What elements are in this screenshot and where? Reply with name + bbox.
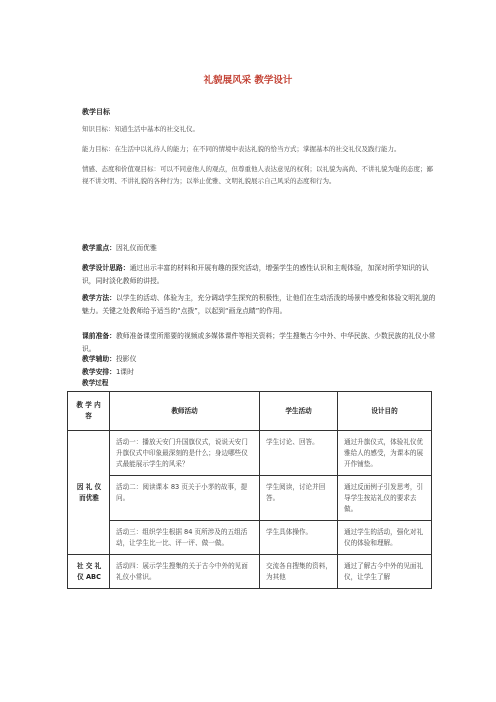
- preparation: [82, 330, 438, 355]
- header-purpose: 设计目的: [338, 392, 432, 431]
- design-purpose: 通过了解古今中外的见面礼仪，让学生了解: [338, 555, 432, 589]
- header-content: 教 学 内 容: [68, 392, 110, 431]
- lesson-process-table: [67, 391, 432, 589]
- teaching-aids: [82, 353, 438, 366]
- goal-knowledge: 知识目标：知道生活中基本的社交礼仪。: [82, 125, 199, 133]
- key-point: [82, 242, 438, 255]
- design-idea-label: 教学设计思路：: [82, 264, 130, 272]
- section-elegance: 因 礼 仪 而优雅: [68, 431, 110, 555]
- teacher-activity: 活动二：阅读课本 83 页关于小茅的故事，提问。: [110, 476, 260, 521]
- design-purpose: 通过升旗仪式，体验礼仪优雅给人的感受，为课本的展开作铺垫。: [338, 431, 432, 476]
- design-purpose: 通过反面例子引发思考，引导学生按站礼仪的要求去做。: [338, 476, 432, 521]
- schedule-value: 1课时: [115, 368, 134, 376]
- design-idea: [82, 262, 438, 287]
- design-idea-value: 通过出示丰富的材料和开展有趣的探究活动，增强学生的感性认识和主观体验，加深对所学知识的认识，同时淡化教师的讲授。: [82, 264, 429, 285]
- schedule: [82, 366, 438, 379]
- teacher-activity: 活动一：播放天安门升国旗仪式，说说天安门升旗仪式中印象最深刻的是什么；身边哪些仪式最能展示学生的风采？: [110, 431, 260, 476]
- teacher-activity: 活动三：组织学生根据 84 页所涉及的五组活动，让学生比一比、评一评、做一做。: [110, 521, 260, 555]
- goal-ability: 能力目标：在生活中以礼待人的能力；在不同的情境中表达礼貌的恰当方式；掌握基本的社交礼仪及践行能力。: [82, 145, 401, 153]
- table-row: [68, 431, 432, 476]
- header-student: 学生活动: [260, 392, 338, 431]
- goal-attitude: 情感、态度和价值观目标：可以不同意他人的观点，但尊重他人表达意见的权利；以礼貌为高尚、不讲礼貌为耻的态度；鄙视不讲文明、不讲礼貌的各种行为；以举止优雅、文明礼貌展示自己风采的态度和行为。: [82, 165, 433, 185]
- method-label: 教学方法：: [82, 294, 116, 302]
- table-row: [68, 555, 432, 589]
- key-point-value: 因礼仪而优雅: [115, 244, 157, 252]
- tools-value: 投影仪: [115, 355, 137, 363]
- tools-label: 教学辅助：: [82, 355, 116, 363]
- document-title: 礼貌展风采 教学设计: [203, 75, 293, 86]
- student-activity: 学生阅读，讨论并回答。: [260, 476, 338, 521]
- key-point-label: 教学重点：: [82, 244, 116, 252]
- process-heading: 教学过程: [82, 379, 109, 387]
- teacher-activity: 活动四：展示学生搜集的关于古今中外的见面礼仪小常识。: [110, 555, 260, 589]
- table-row: [68, 521, 432, 555]
- method-value: 以学生的活动、体验为主，充分调动学生探究的积极性，让他们在生动活泼的场景中感受和体验文明礼貌的魅力。关键之处教师给予适当的“点拨”，以起到“画龙点睛”的作用。: [82, 294, 436, 315]
- schedule-label: 教学安排：: [82, 368, 116, 376]
- goals-heading: 教学目标: [82, 108, 110, 116]
- teaching-method: [82, 292, 438, 317]
- table-row: [68, 476, 432, 521]
- student-activity: 交流各自搜集的资料，为其他: [260, 555, 338, 589]
- student-activity: 学生讨论、回答。: [260, 431, 338, 476]
- section-social-etiquette: 社 交 礼 仪 ABC: [68, 555, 110, 589]
- design-purpose: 通过学生的活动，强化对礼仪的体验和理解。: [338, 521, 432, 555]
- student-activity: 学生具体操作。: [260, 521, 338, 555]
- table-header-row: [68, 392, 432, 431]
- prep-value: 教师准备课堂所需要的视频或多媒体课件等相关资料；学生搜集古今中外、中华民族、少数民族的礼仪小常识。: [82, 332, 436, 353]
- header-teacher: 教师活动: [110, 392, 260, 431]
- goals-list: [82, 123, 438, 187]
- prep-label: 课前准备：: [82, 332, 116, 340]
